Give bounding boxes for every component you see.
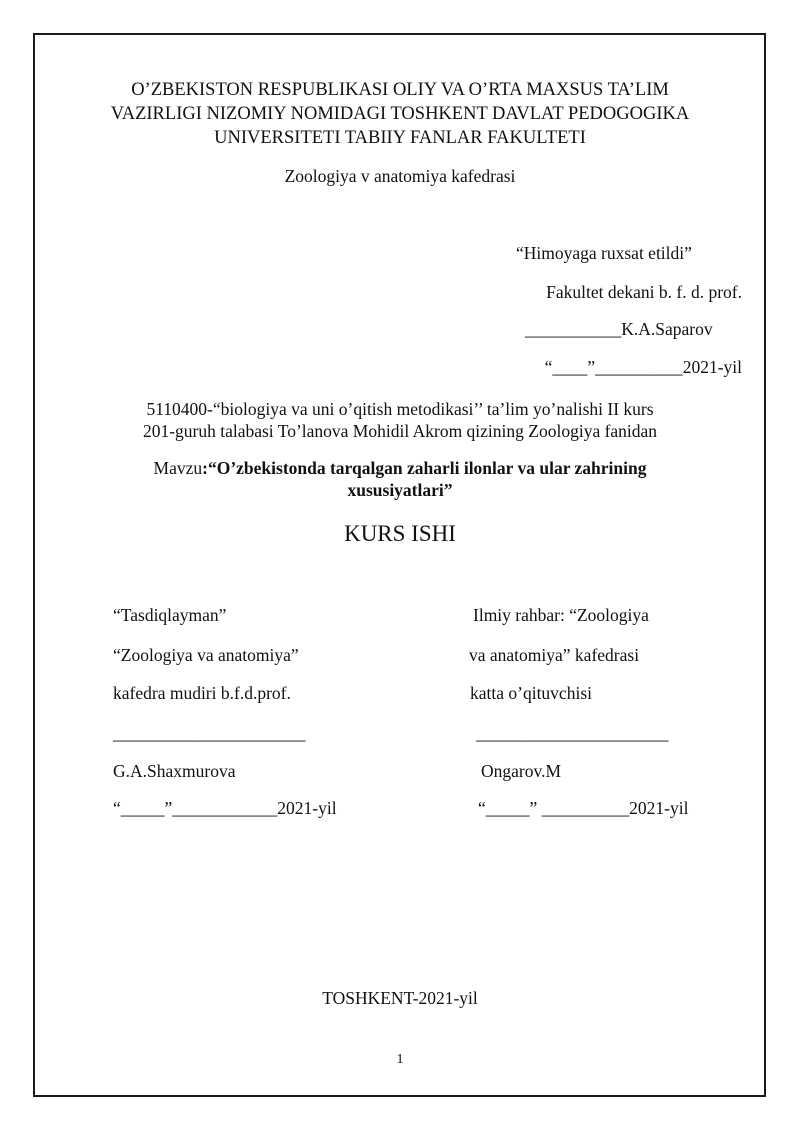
left-approve-label: “Tasdiqlayman”: [113, 605, 227, 625]
student-info-line-1: 5110400-“biologiya va uni o’qitish metodikasi’’ ta’lim yo’nalishi II kurs: [146, 399, 654, 419]
left-signature-line: ______________________: [113, 723, 306, 743]
page-number: 1: [396, 1052, 404, 1067]
topic-prefix: Mavzu: [153, 458, 203, 478]
document-title: KURS ISHI: [344, 521, 456, 546]
department-name: Zoologiya v anatomiya kafedrasi: [284, 166, 516, 186]
approval-quote: “Himoyaga ruxsat etildi”: [516, 243, 692, 263]
right-name: Ongarov.M: [481, 761, 562, 781]
left-department: “Zoologiya va anatomiya”: [113, 645, 299, 665]
left-date: “_____”____________2021-yil: [113, 798, 337, 818]
student-info: [0, 398, 800, 442]
approval-date: “____”__________2021-yil: [544, 357, 742, 377]
left-name: G.A.Shaxmurova: [113, 761, 236, 781]
right-supervisor: Ilmiy rahbar: “Zoologiya: [473, 605, 649, 625]
university-line-2: VAZIRLIGI NIZOMIY NOMIDAGI TOSHKENT DAVLAT PEDOGOGIKA: [110, 104, 690, 124]
university-line-3: UNIVERSITETI TABIIY FANLAR FAKULTETI: [214, 128, 586, 148]
approval-role: Fakultet dekani b. f. d. prof.: [546, 282, 742, 302]
right-department: va anatomiya” kafedrasi: [469, 645, 640, 665]
topic: [0, 457, 800, 501]
city-year: TOSHKENT-2021-yil: [322, 988, 478, 1008]
university-header: [0, 78, 800, 150]
student-info-line-2: 201-guruh talabasi To’lanova Mohidil Akrom qizining Zoologiya fanidan: [142, 421, 658, 441]
right-date: “_____” __________2021-yil: [478, 798, 689, 818]
right-signature-line: ______________________: [476, 723, 669, 743]
right-position: katta o’qituvchisi: [470, 683, 592, 703]
topic-title-line-1: :“O’zbekistonda tarqalgan zaharli ilonlar va ular zahrining: [202, 458, 647, 478]
page-border: [33, 33, 766, 1097]
topic-title-line-2: xususiyatlari”: [347, 480, 453, 500]
left-position: kafedra mudiri b.f.d.prof.: [113, 683, 291, 703]
approval-signature: ___________K.A.Saparov: [525, 319, 713, 339]
university-line-1: O’ZBEKISTON RESPUBLIKASI OLIY VA O’RTA MAXSUS TA’LIM: [131, 80, 669, 100]
